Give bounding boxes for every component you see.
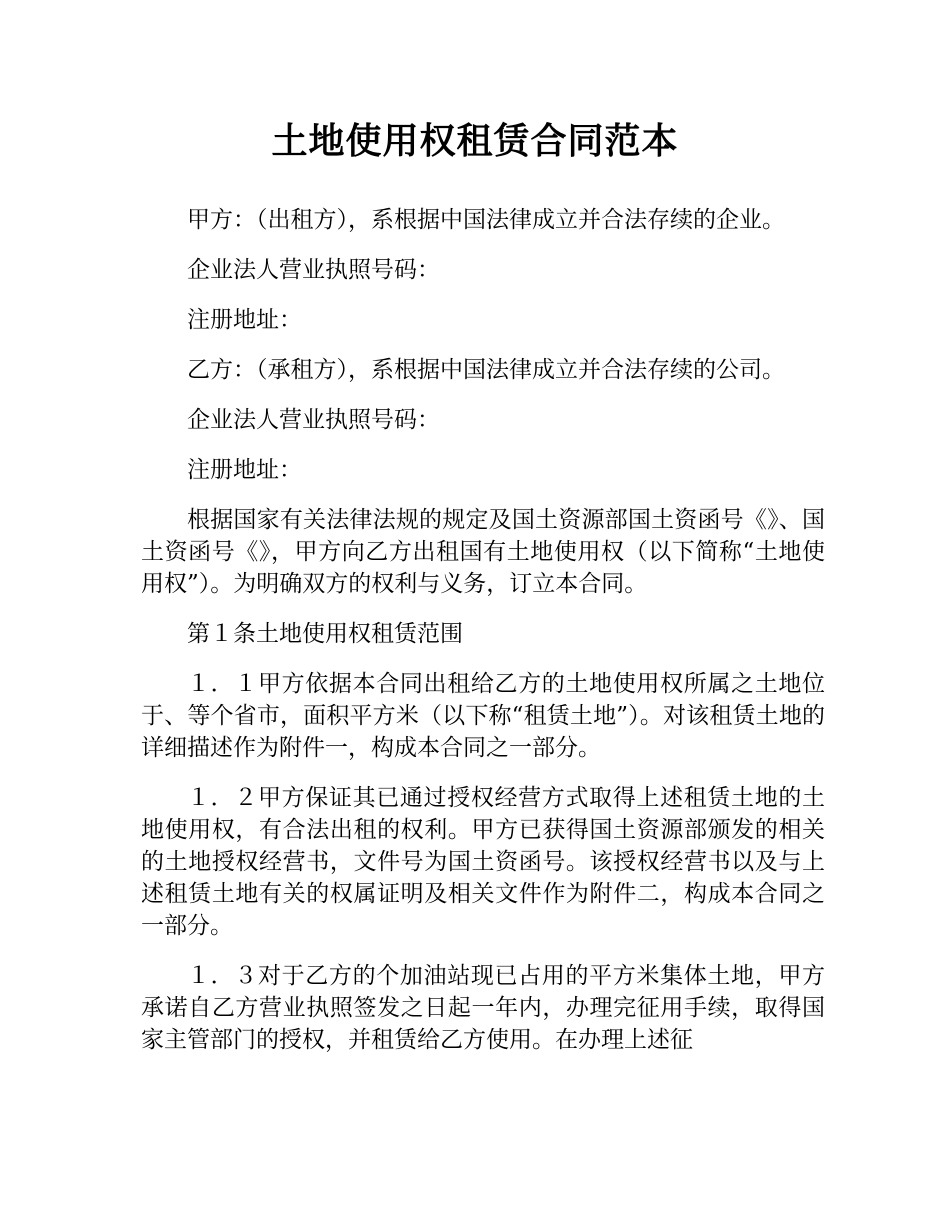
preamble-paragraph: 根据国家有关法律法规的规定及国土资源部国土资函号《》、国土资函号《》，甲方向乙方出租国有土地使用权（以下简称“土地使用权”）。为明确双方的权利与义务，订立本合同。 — [141, 507, 825, 597]
party-b-license: 企业法人营业执照号码： — [187, 407, 440, 433]
party-a-intro: 甲方：（出租方），系根据中国法律成立并合法存续的企业。 — [187, 207, 785, 233]
party-a-license: 企业法人营业执照号码： — [187, 257, 440, 283]
party-b-address: 注册地址： — [187, 457, 302, 483]
clause-1-3: １．３对于乙方的个加油站现已占用的平方米集体土地，甲方承诺自乙方营业执照签发之日起一年内，办理完征用手续，取得国家主管部门的授权，并租赁给乙方使用。在办理上述征 — [141, 963, 825, 1053]
clause-1-2: １．２甲方保证其已通过授权经营方式取得上述租赁土地的土地使用权，有合法出租的权利。甲方已获得国土资源部颁发的相关的土地授权经营书，文件号为国土资函号。该授权经营书以及与上述租赁土地有关的权属证明及相关文件作为附件二，构成本合同之一部分。 — [141, 785, 825, 939]
clause-1-1: １．１甲方依据本合同出租给乙方的土地使用权所属之土地位于、等个省市，面积平方米（以下称“租赁土地”）。对该租赁土地的详细描述作为附件一，构成本合同之一部分。 — [141, 671, 825, 761]
party-b-intro: 乙方：（承租方），系根据中国法律成立并合法存续的公司。 — [187, 357, 785, 383]
document-body — [141, 204, 825, 1074]
document-title: 土地使用权租赁合同范本 — [271, 121, 679, 162]
article-1-heading: 第１条土地使用权租赁范围 — [187, 621, 463, 647]
party-a-address: 注册地址： — [187, 307, 302, 333]
